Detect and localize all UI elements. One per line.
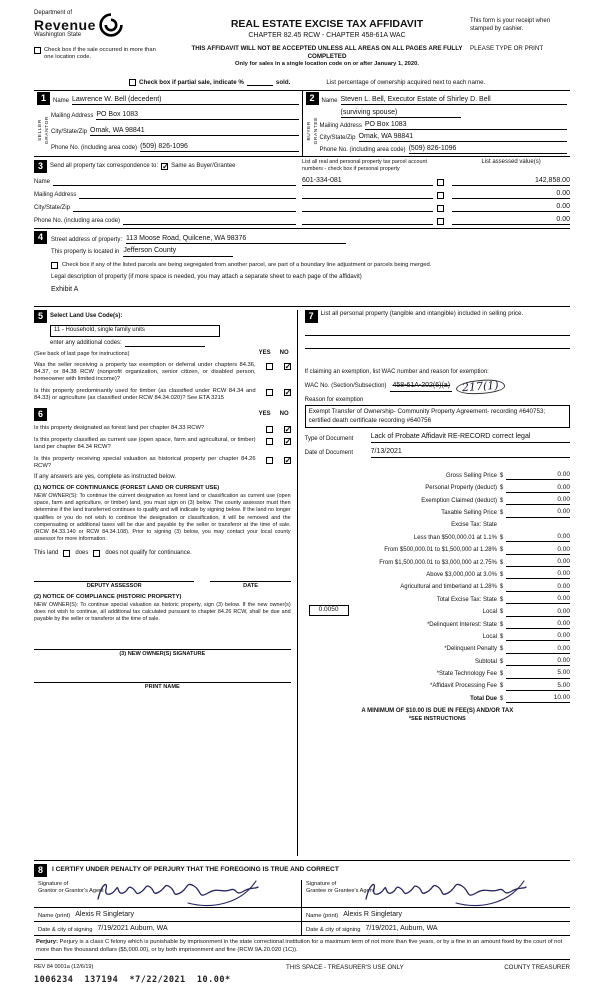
located-in-label: This property is located in — [51, 249, 120, 256]
parcel-number-field-4[interactable] — [302, 224, 433, 225]
buyer-phone-field[interactable]: (509) 826-1096 — [409, 145, 567, 155]
form-title: REAL ESTATE EXCISE TAX AFFIDAVIT — [230, 18, 424, 30]
deputy-date-label: DATE — [243, 583, 258, 590]
section-4-property — [34, 229, 570, 307]
parcel-3-personal-checkbox[interactable] — [437, 205, 444, 212]
section-5-landuse — [34, 310, 291, 323]
seller-name-field[interactable]: Lawrence W. Bell (decedent) — [72, 96, 298, 106]
certify-statement: I CERTIFY UNDER PENALTY OF PERJURY THAT THE FOREGOING IS TRUE AND CORRECT — [52, 866, 339, 874]
section-5-number: 5 — [34, 310, 47, 323]
section-3-number: 3 — [34, 160, 47, 173]
personal-property-title: List all personal property (tangible and intangible) included in selling price. — [320, 310, 524, 318]
gross-selling-price-field[interactable]: 0.00 — [506, 471, 570, 480]
does-not-qualify-checkbox[interactable] — [93, 550, 100, 557]
revenue-wordmark: Revenue — [34, 16, 96, 33]
buyer-name-field[interactable]: Steven L. Bell, Executor Estate of Shirley D. Bell — [341, 96, 567, 106]
assessed-value-field-4[interactable]: 0.00 — [452, 212, 570, 225]
personal-property-deduct-field[interactable]: 0.00 — [506, 484, 570, 493]
section-4-number: 4 — [34, 231, 47, 244]
ownership-percentage-note: List percentage of ownership acquired next to each name. — [326, 78, 486, 86]
washington-state-label: Washington State — [34, 31, 82, 38]
section-2-number: 2 — [306, 92, 319, 105]
grantor-signature-of-label: Signature of — [38, 880, 69, 887]
deputy-assessor-label: DEPUTY ASSESSOR — [86, 583, 142, 590]
total-excise-state-field[interactable]: 0.00 — [506, 595, 570, 604]
not-accepted-warning: THIS AFFIDAVIT WILL NOT BE ACCEPTED UNLESS ALL AREAS ON ALL PAGES ARE FULLY COMPLETED — [191, 44, 463, 60]
additional-codes-label: enter any additional codes: — [50, 339, 122, 346]
partial-sale-sold-label: sold. — [275, 78, 291, 86]
corr-mailing-label: Mailing Address — [34, 191, 77, 198]
exemption-claimed-field[interactable]: 0.00 — [506, 496, 570, 505]
tier1-tax-field[interactable]: 0.00 — [506, 533, 570, 542]
section-7-tax — [297, 310, 570, 856]
this-land-label: This land — [34, 549, 59, 556]
tier2-tax-field[interactable]: 0.00 — [506, 546, 570, 555]
segregated-parcel-checkbox[interactable] — [51, 262, 58, 269]
local-tax-field[interactable]: 0.00 — [506, 608, 570, 617]
please-type-note: PLEASE TYPE OR PRINT — [470, 45, 544, 52]
perjury-label: Perjury: — [36, 938, 58, 945]
tier3-tax-field[interactable]: 0.00 — [506, 558, 570, 567]
grantor-agent-label: Grantor or Grantor's Agent — [38, 888, 104, 895]
q-forest-no-checkbox[interactable] — [284, 426, 291, 433]
personal-property-line-1[interactable] — [305, 323, 570, 336]
parties-row — [34, 90, 570, 157]
grantee-agent-label: Grantee or Grantee's Agent — [306, 888, 375, 895]
perjury-notice — [34, 936, 570, 960]
county-treasurer-label: COUNTY TREASURER — [504, 963, 570, 971]
perjury-text: Perjury is a class C felony which is punishable by imprisonment in the state correctional institution for a maximum term of not more than five years, or by a fine in an amount fixed by the court of not more than five thousand dollars ($5,000.00), or by both imprisonment and fine (RCW 9A.20.020 (1C)). — [36, 938, 563, 953]
form-header — [34, 10, 570, 69]
total-due-field[interactable]: 10.00 — [506, 694, 570, 703]
no-header: NO — [279, 350, 289, 357]
q-forest-yes-checkbox[interactable] — [266, 426, 273, 433]
q-timber-no-checkbox[interactable] — [284, 389, 291, 396]
additional-codes-field[interactable] — [125, 340, 205, 347]
buyer-mailing-field[interactable]: PO Box 1083 — [365, 121, 567, 131]
tier4-tax-field[interactable]: 0.00 — [506, 570, 570, 579]
excise-tax-state-header: Excise Tax: State — [451, 522, 497, 529]
seller-phone-field[interactable]: (509) 826-1096 — [140, 143, 298, 153]
does-qualify-checkbox[interactable] — [63, 550, 70, 557]
date-of-document-field[interactable]: 7/13/2021 — [371, 448, 570, 458]
local-rate-box: 0.0050 — [309, 605, 349, 615]
section-8-certification — [34, 861, 570, 936]
wac-number-field[interactable]: 458-61A-202(6)(a) — [390, 382, 452, 392]
dor-swirl-logo-icon — [98, 12, 124, 38]
legal-description-value[interactable]: Exhibit A — [51, 285, 79, 293]
buyer-phone-label: Phone No. (including area code) — [319, 146, 406, 153]
same-as-buyer-label: Same as Buyer/Grantee — [171, 162, 236, 169]
does-not-label: does not qualify for continuance. — [105, 549, 192, 556]
notice-compliance-title: (2) NOTICE OF COMPLIANCE (HISTORIC PROPERTY) — [34, 594, 182, 601]
multi-location-label: Check box if the sale occurred in more than one location code. — [44, 47, 156, 61]
section-1-number: 1 — [37, 92, 50, 105]
grantee-name-print-label: Name (print) — [306, 912, 339, 919]
notice-continuance-title: (1) NOTICE OF CONTINUANCE (FOREST LAND OR CURRENT USE) — [34, 485, 220, 492]
corr-phone-label: Phone No. (including area code) — [34, 217, 121, 224]
deputy-assessor-signature-line[interactable] — [34, 573, 194, 582]
claiming-exemption-note: If claiming an exemption, list WAC number and reason for exemption: — [304, 369, 489, 376]
excise-tax-calculation: Gross Selling Price $ 0.00 Personal Property (deduct) $ 0.00 Exemption Claimed (deduct) $ 0.00 Taxable Selling Price $ 0.00 Excise Tax: State Less than $500,000.01 at 1.1% $ 0.00 From $500,000.01 to $1,500,000 at 1.28% $ 0.00 From $1,500,000.01 to $3,000,000 at 2.75% $ 0.00 Above $3,000,000 at 3.0% $ 0.00 Agricultural and timberland at 1.28% $ 0.00 Total Excise Tax: State $ 0.00 0.0050 Local $ 0.00 *Delinquent Interest: State $ 0.00 Local $ 0.00 *Delinquent Penalty $ 0.00 Subtotal $ 0.00 *State Technology Fee $ 5.00 *Affidavit Processing Fee $ 5.00 Total Due $ 10.00 — [305, 468, 570, 703]
multi-location-checkbox[interactable] — [34, 47, 41, 54]
form-footer — [34, 960, 570, 987]
seller-mailing-label: Mailing Address — [51, 112, 94, 119]
delinquent-penalty-field[interactable]: 0.00 — [506, 645, 570, 654]
assessed-values-header: List assessed value(s) — [481, 159, 541, 166]
legal-description-label: Legal description of property (if more space is needed, you may attach a separate sheet to each page of the affidavit) — [51, 274, 362, 281]
type-of-document-label: Type of Document — [304, 435, 354, 442]
affidavit-processing-fee-field[interactable]: 5.00 — [506, 682, 570, 691]
new-owner-signature-line[interactable] — [34, 641, 291, 650]
see-instructions-note: *SEE INSTRUCTIONS — [408, 715, 466, 722]
forest-land-question: Is this property designated as forest land per chapter 84.33 RCW? — [34, 425, 205, 432]
reason-exemption-field[interactable]: Exempt Transfer of Ownership- Community Property Agreement- recording #640753; certified death certificate recording #640756 — [305, 405, 570, 428]
does-label: does — [75, 549, 89, 556]
partial-sale-label: Check box if partial sale, indicate % — [139, 78, 244, 86]
seller-section — [34, 91, 302, 156]
buyer-csz-field[interactable]: Omak, WA 98841 — [359, 133, 567, 143]
land-use-title: Select Land Use Code(s): — [50, 313, 123, 320]
grantor-signature[interactable] — [92, 877, 262, 909]
assessed-value-field-2[interactable]: 0.00 — [452, 186, 570, 199]
exemption-deferral-question: Was the seller receiving a property tax exemption or deferral under chapters 84.36, 84.37, or 84.38 RCW (nonprofit organization, senior citizen, or disabled person, homeowner with limited income)? — [34, 361, 256, 383]
parcel-numbers-header: List all real and personal property tax parcel account numbers - check box if personal property — [302, 159, 427, 172]
corr-csz-field[interactable] — [73, 211, 296, 212]
section-6-number: 6 — [34, 408, 47, 421]
section-7-number: 7 — [305, 310, 318, 323]
print-name-line[interactable] — [34, 674, 291, 683]
no-header-2: NO — [279, 410, 289, 417]
corr-mailing-field[interactable] — [79, 198, 296, 199]
print-name-label: PRINT NAME — [144, 684, 180, 691]
send-correspondence-label: Send all property tax correspondence to: — [50, 162, 159, 169]
minimum-due-note: A MINIMUM OF $10.00 IS DUE IN FEE(S) AND/OR TAX — [361, 708, 514, 715]
wac-handwritten-correction: 217(1) — [456, 378, 505, 395]
section-3-correspondence — [34, 157, 570, 229]
receipt-note: This form is your receipt when stamped by cashier. — [470, 18, 551, 32]
notice-compliance-body: NEW OWNER(S): To continue special valuation as historic property, sign (3) below. If the new owner(s) does not wish to continue, all additional tax calculated pursuant to chapter 84.26 RCW, shall be due and payable by the seller or transferor at the time of sale. — [34, 601, 291, 623]
grantor-date-city-label: Date & city of signing — [38, 926, 93, 933]
grantee-name-print-field[interactable]: Alexis R Singletary — [343, 911, 402, 919]
grantor-name-print-label: Name (print) — [38, 912, 71, 919]
partial-sale-percent-field[interactable] — [247, 79, 273, 86]
taxable-selling-price-field[interactable]: 0.00 — [506, 508, 570, 517]
q-exemption-no-checkbox[interactable] — [284, 363, 291, 370]
section-6-classification — [34, 408, 291, 421]
new-owner-signature-label: (3) NEW OWNER(S) SIGNATURE — [119, 651, 206, 658]
type-of-document-field[interactable]: Lack of Probate Affidavit RE-RECORD correct legal — [371, 433, 570, 443]
q-historic-no-checkbox[interactable] — [284, 457, 291, 464]
seller-phone-label: Phone No. (including area code) — [51, 144, 138, 151]
dept-of-label: Department of — [34, 10, 73, 16]
grantee-date-city-field[interactable]: 7/19/2021, Auburn, WA — [365, 925, 438, 933]
reason-exemption-label: Reason for exemption — [304, 396, 364, 403]
seller-grantor-side-label: SELLER GRANTOR — [38, 116, 51, 145]
cashier-receipt-stamp: 1006234 137194 *7/22/2021 10.00* — [34, 975, 231, 986]
land-use-code-select[interactable]: 11 - Household, single family units — [50, 325, 220, 337]
subtotal-field[interactable]: 0.00 — [506, 657, 570, 666]
section-8-number: 8 — [34, 864, 47, 877]
yes-header: YES — [258, 350, 271, 357]
if-yes-note: If any answers are yes, complete as instructed below. — [34, 473, 177, 480]
parcel-4-personal-checkbox[interactable] — [437, 218, 444, 225]
corr-name-label: Name — [34, 178, 51, 185]
seller-mailing-field[interactable]: PO Box 1083 — [96, 111, 298, 121]
notice-continuance-body: NEW OWNER(S): To continue the current designation as forest land or classification as current use (open space, farm and agriculture, or timber) land, you must sign on (3) below. The county assessor must then determine if the land transferred continues to qualify and will indicate by signing below. If the land no longer qualifies or you do not wish to continue the designation or classification, it will be removed and the compensating or additional taxes will be due and payable by the seller or transferor at the time of sale. (RCW 84.33.140 or RCW 84.34.108). Prior to signing (3) below, you may contact your local county assessor for more information. — [34, 492, 291, 543]
buyer-csz-label: City/State/Zip — [319, 134, 356, 141]
corr-name-field[interactable] — [53, 185, 296, 186]
grantee-signature[interactable] — [360, 877, 530, 909]
chapter-subtitle: CHAPTER 82.45 RCW - CHAPTER 458-61A WAC — [248, 32, 406, 40]
assessed-value-field-1[interactable]: 142,858.00 — [452, 173, 570, 186]
seller-csz-field[interactable]: Omak, WA 98841 — [90, 127, 298, 137]
buyer-section — [302, 91, 571, 156]
q-historic-yes-checkbox[interactable] — [266, 457, 273, 464]
assessed-value-field-3[interactable]: 0.00 — [452, 199, 570, 212]
see-back-note: (See back of last page for instructions) — [34, 350, 130, 357]
street-address-label: Street address of property: — [51, 236, 123, 243]
personal-property-line-2[interactable] — [305, 336, 570, 349]
grantee-signature-of-label: Signature of — [306, 880, 337, 887]
buyer-mailing-label: Mailing Address — [319, 122, 362, 129]
agricultural-tax-field[interactable]: 0.00 — [506, 583, 570, 592]
delinquent-interest-state-field[interactable]: 0.00 — [506, 620, 570, 629]
seller-name-label: Name — [53, 97, 70, 104]
buyer-name-field-line2[interactable]: (surviving spouse) — [341, 109, 461, 119]
wac-number-label: WAC No. (Section/Subsection) — [304, 383, 387, 390]
partial-sale-checkbox[interactable] — [129, 79, 136, 86]
q-currentuse-yes-checkbox[interactable] — [266, 438, 273, 445]
q-currentuse-no-checkbox[interactable] — [284, 438, 291, 445]
seller-csz-label: City/State/Zip — [51, 128, 88, 135]
rev-form-number: REV 84 0001a (12/6/19) — [34, 963, 94, 970]
q-exemption-yes-checkbox[interactable] — [266, 363, 273, 370]
buyer-grantee-side-label: BUYER GRANTEE — [306, 116, 319, 145]
corr-phone-field[interactable] — [123, 224, 296, 225]
deputy-date-line[interactable] — [210, 573, 290, 582]
date-of-document-label: Date of Document — [304, 450, 353, 457]
segregated-parcel-label: Check box if any of the listed parcels are being segregated from another parcel, are part of a boundary line adjustment or parcels being merged. — [62, 262, 432, 269]
state-technology-fee-field[interactable]: 5.00 — [506, 669, 570, 678]
grantor-name-print-field[interactable]: Alexis R Singletary — [75, 911, 134, 919]
street-address-field[interactable]: 113 Moose Road, Quilcene, WA 98376 — [126, 235, 346, 245]
grantee-date-city-label: Date & city of signing — [306, 926, 361, 933]
corr-csz-label: City/State/Zip — [34, 204, 71, 211]
timber-agriculture-question: Is this property predominantly used for timber (as classified under RCW 84.34 and 84.33) or agriculture (as classified under RCW 84.34.020)? See ETA 3215 — [34, 387, 256, 401]
historic-property-question: Is this property receiving special valuation as historical property per chapter 84.26 RCW? — [34, 455, 256, 469]
dor-logo-block — [34, 10, 184, 39]
county-field[interactable]: Jefferson County — [123, 247, 233, 257]
grantor-date-city-field[interactable]: 7/19/2021 Auburn, WA — [97, 925, 168, 933]
parcel-1-personal-checkbox[interactable] — [437, 179, 444, 186]
yes-header-2: YES — [258, 410, 271, 417]
delinquent-interest-local-field[interactable]: 0.00 — [506, 632, 570, 641]
parcel-2-personal-checkbox[interactable] — [437, 192, 444, 199]
current-use-question: Is this property classified as current use (open space, farm and agricultural, or timber) land per chapter 84.34 RCW? — [34, 437, 256, 451]
same-as-buyer-checkbox[interactable] — [161, 163, 168, 170]
single-location-note: Only for sales in a single location code on or after January 1, 2020. — [235, 61, 419, 68]
q-timber-yes-checkbox[interactable] — [266, 389, 273, 396]
treasurer-space-label: THIS SPACE - TREASURER'S USE ONLY — [286, 963, 404, 971]
buyer-name-label: Name — [321, 97, 338, 104]
parcel-number-field-1[interactable]: 601-334-081 — [302, 177, 433, 187]
